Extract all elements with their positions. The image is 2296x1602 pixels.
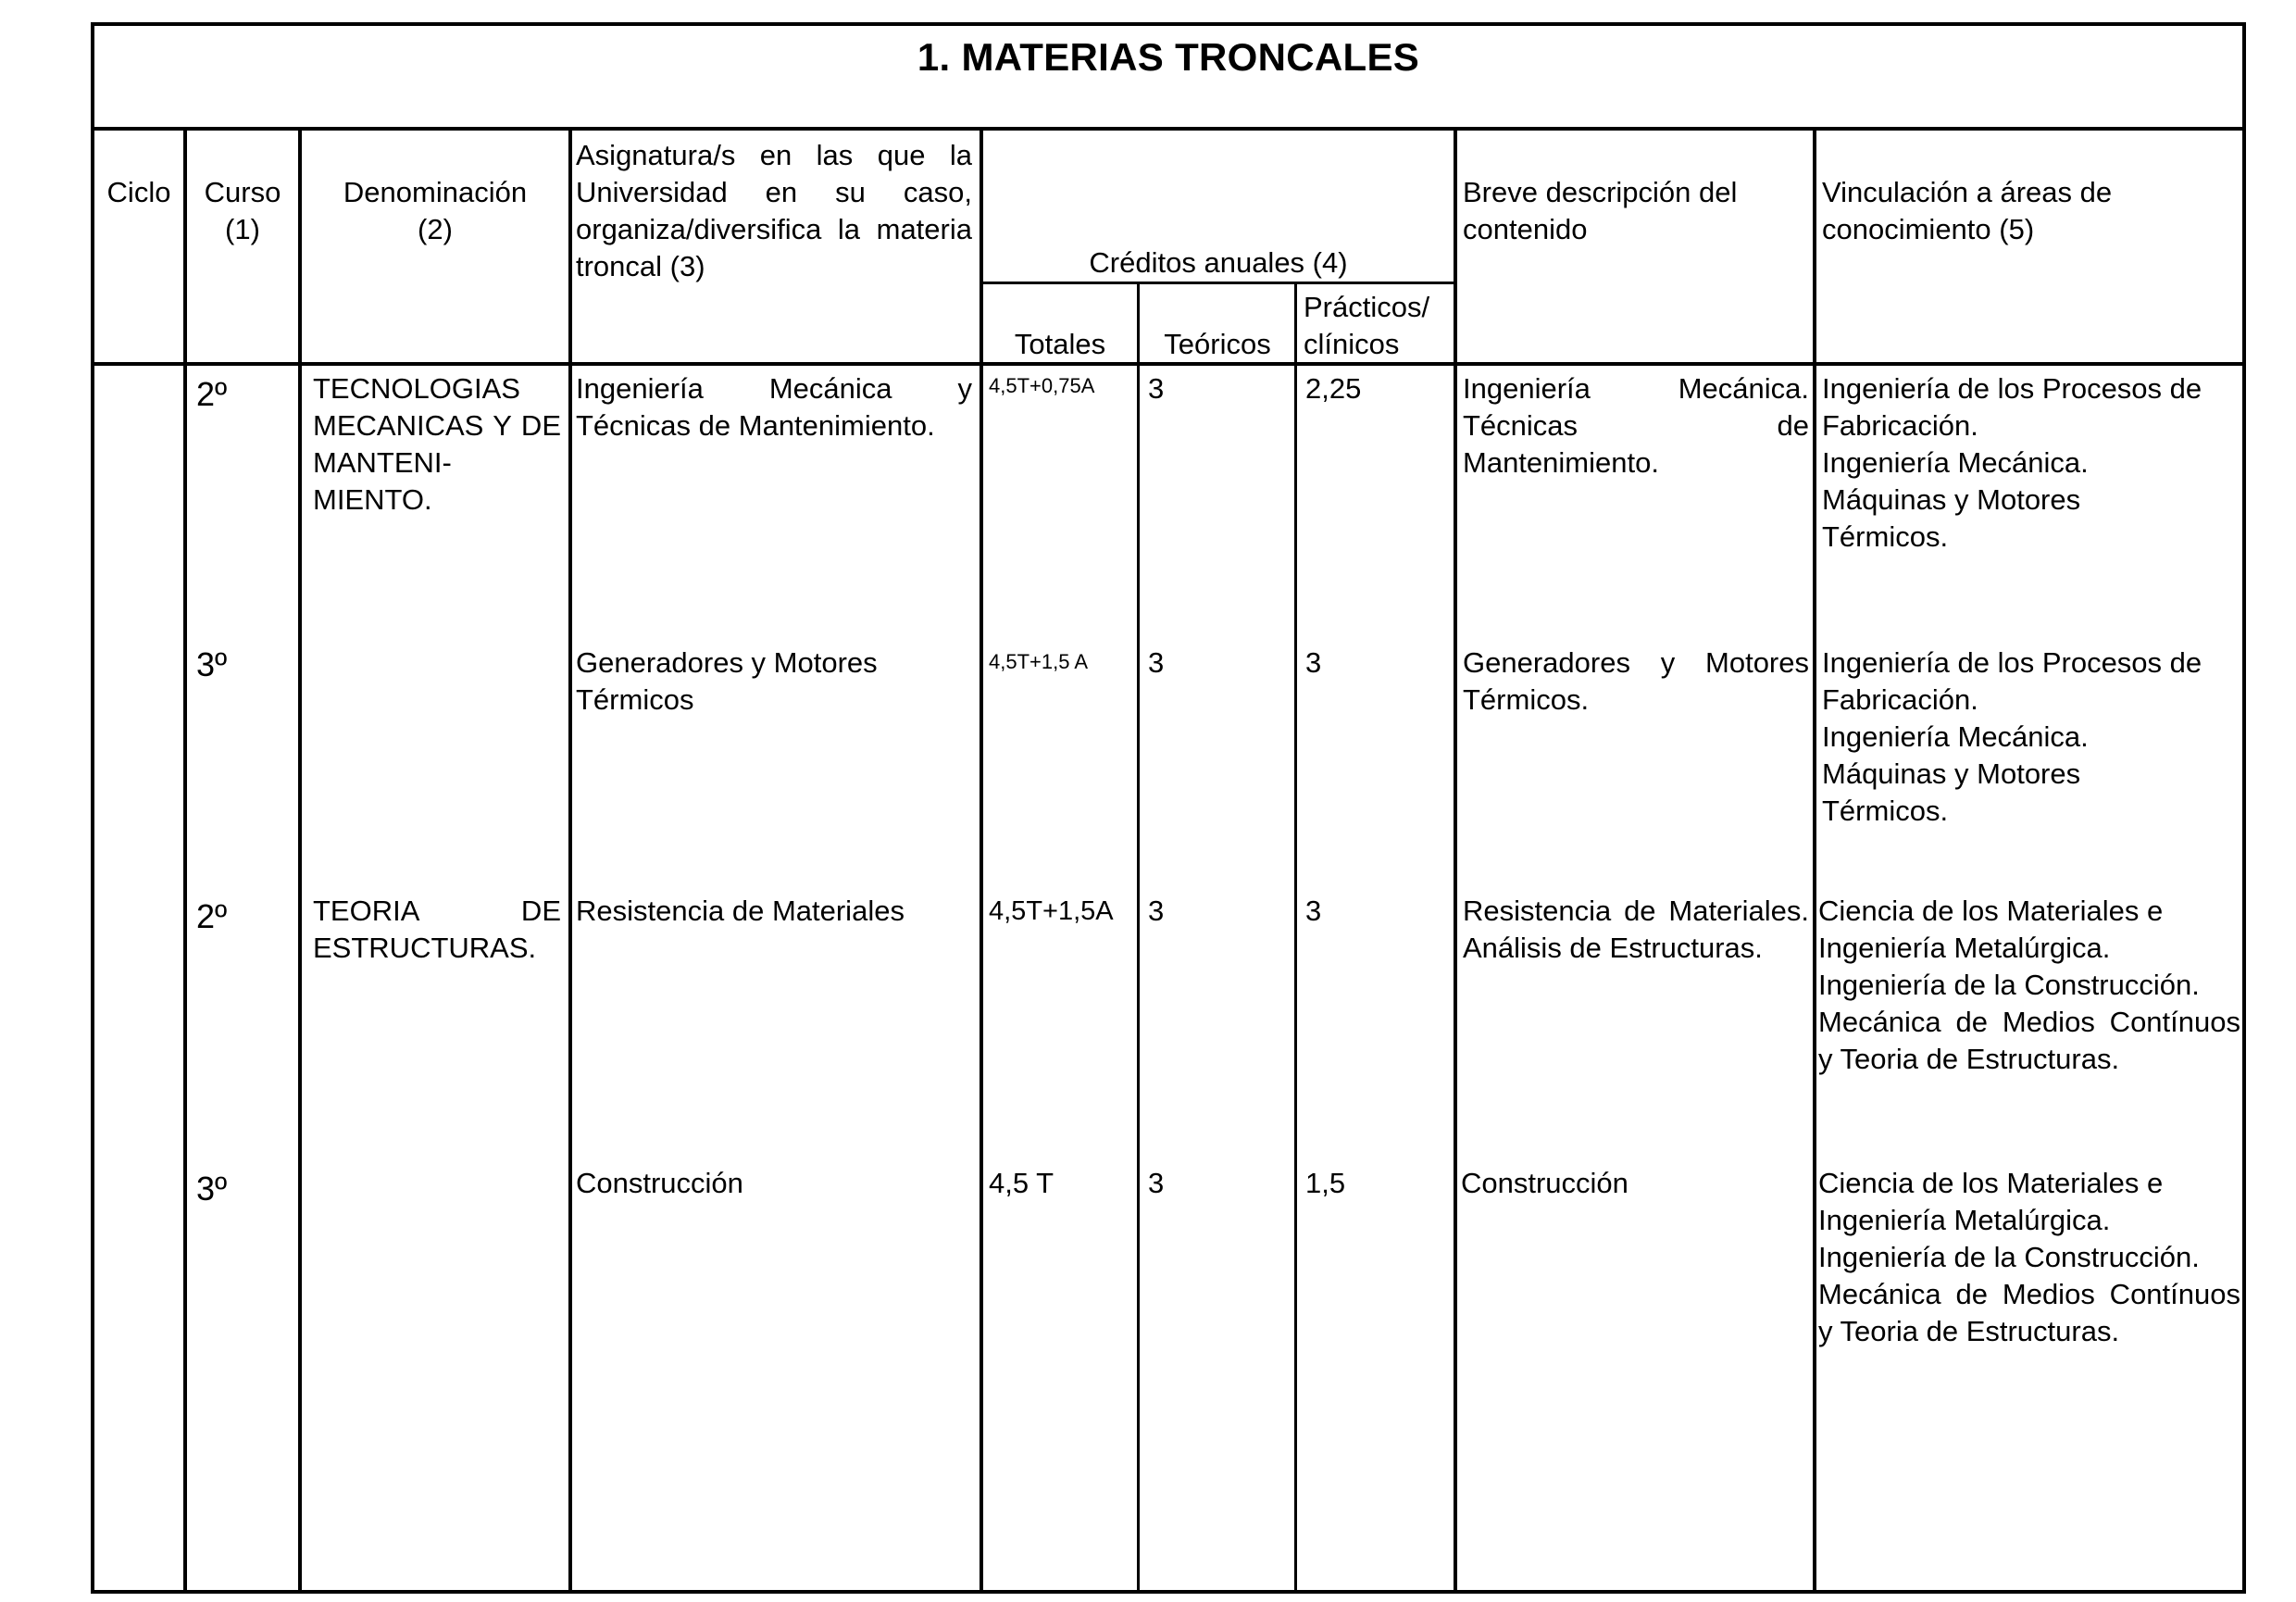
title-band <box>94 26 2242 131</box>
col-divider <box>298 131 302 1590</box>
header-practicos: Prácticos/ clínicos <box>1304 291 1430 360</box>
row-1-teoricos: 3 <box>1148 372 1165 405</box>
row-1-asignatura: Ingeniería Mecánica y Técnicas de Mantenimiento. <box>576 372 972 442</box>
row-3-teoricos: 3 <box>1148 895 1165 927</box>
header-descripcion: Breve descripción del contenido <box>1463 176 1738 245</box>
header-denominacion: Denominación (2) <box>343 176 528 245</box>
header-teoricos: Teóricos <box>1164 328 1271 360</box>
row-4-descripcion: Construcción <box>1461 1167 1628 1199</box>
row-3-curso: 2º <box>196 897 228 935</box>
col-divider <box>1454 131 1457 1590</box>
row-4-vinculacion-line: Mecánica de Medios Contínuos y Teoria de Estructuras. <box>1818 1278 2240 1347</box>
row-2-curso: 3º <box>196 645 228 683</box>
row-3-vinculacion-line: Ciencia de los Materiales e <box>1818 895 2164 927</box>
row-1-totales: 4,5T+0,75A <box>989 374 1095 397</box>
row-4-vinculacion <box>1818 1165 2240 1350</box>
row-3-vinculacion-line: Ingeniería Metalúrgica. <box>1818 932 2111 964</box>
row-4-vinculacion-line: Ciencia de los Materiales e <box>1818 1167 2164 1199</box>
row-4-vinculacion-line: Ingeniería de la Construcción. <box>1818 1241 2200 1273</box>
materias-troncales-table <box>91 22 2246 1594</box>
col-divider <box>568 131 572 1590</box>
row-4-curso: 3º <box>196 1170 228 1208</box>
col-divider <box>1294 282 1297 1590</box>
header-creditos: Créditos anuales (4) <box>1089 246 1348 279</box>
header-asignatura: Asignatura/s en las que la Universidad en su caso, organiza/diversifica la materia troncal (3) <box>576 139 972 282</box>
header-ciclo: Ciclo <box>106 176 171 208</box>
row-3-vinculacion <box>1818 893 2240 1078</box>
row-3-vinculacion-line: Mecánica de Medios Contínuos y Teoria de Estructuras. <box>1818 1006 2240 1075</box>
row-3-descripcion: Resistencia de Materiales. Análisis de Estructuras. <box>1463 895 1809 964</box>
header-vinculacion: Vinculación a áreas de conocimiento (5) <box>1822 176 2113 245</box>
row-2-totales: 4,5T+1,5 A <box>989 650 1089 673</box>
row-4-practicos: 1,5 <box>1305 1167 1346 1199</box>
col-divider <box>1813 131 1816 1590</box>
row-4-asignatura: Construcción <box>576 1167 743 1199</box>
col-divider <box>183 131 187 1590</box>
row-3-totales: 4,5T+1,5A <box>989 896 1114 926</box>
row-3-denominacion: TEORIA DE ESTRUCTURAS. <box>313 895 561 964</box>
header-curso: Curso (1) <box>204 176 281 245</box>
row-2-vinculacion: Ingeniería de los Procesos de Fabricación. Ingeniería Mecánica. Máquinas y Motores Térmicos. <box>1822 646 2202 827</box>
row-1-vinculacion: Ingeniería de los Procesos de Fabricación. Ingeniería Mecánica. Máquinas y Motores Térmicos. <box>1822 372 2202 553</box>
row-2-practicos: 3 <box>1305 646 1322 679</box>
row-1-descripcion: Ingeniería Mecánica. Técnicas de Mantenimiento. <box>1463 372 1809 479</box>
row-2-descripcion: Generadores y Motores Térmicos. <box>1463 646 1809 716</box>
row-4-vinculacion-line: Ingeniería Metalúrgica. <box>1818 1204 2111 1236</box>
row-3-asignatura: Resistencia de Materiales <box>576 895 905 927</box>
col-divider <box>1137 282 1140 1590</box>
row-1-practicos: 2,25 <box>1305 372 1362 405</box>
table-title: 1. MATERIAS TRONCALES <box>917 35 1420 79</box>
row-3-vinculacion-line: Ingeniería de la Construcción. <box>1818 969 2200 1001</box>
row-4-teoricos: 3 <box>1148 1167 1165 1199</box>
row-3-practicos: 3 <box>1305 895 1322 927</box>
row-4-totales: 4,5 T <box>989 1167 1054 1199</box>
row-2-teoricos: 3 <box>1148 646 1165 679</box>
creditos-subheader-divider <box>980 282 1454 284</box>
header-totales: Totales <box>1014 328 1106 360</box>
row-1-denominacion: TECNOLOGIAS MECANICAS Y DE MANTENI- MIENTO. <box>313 372 561 516</box>
row-2-asignatura: Generadores y Motores Térmicos <box>576 646 878 716</box>
row-1-curso: 2º <box>196 375 228 413</box>
